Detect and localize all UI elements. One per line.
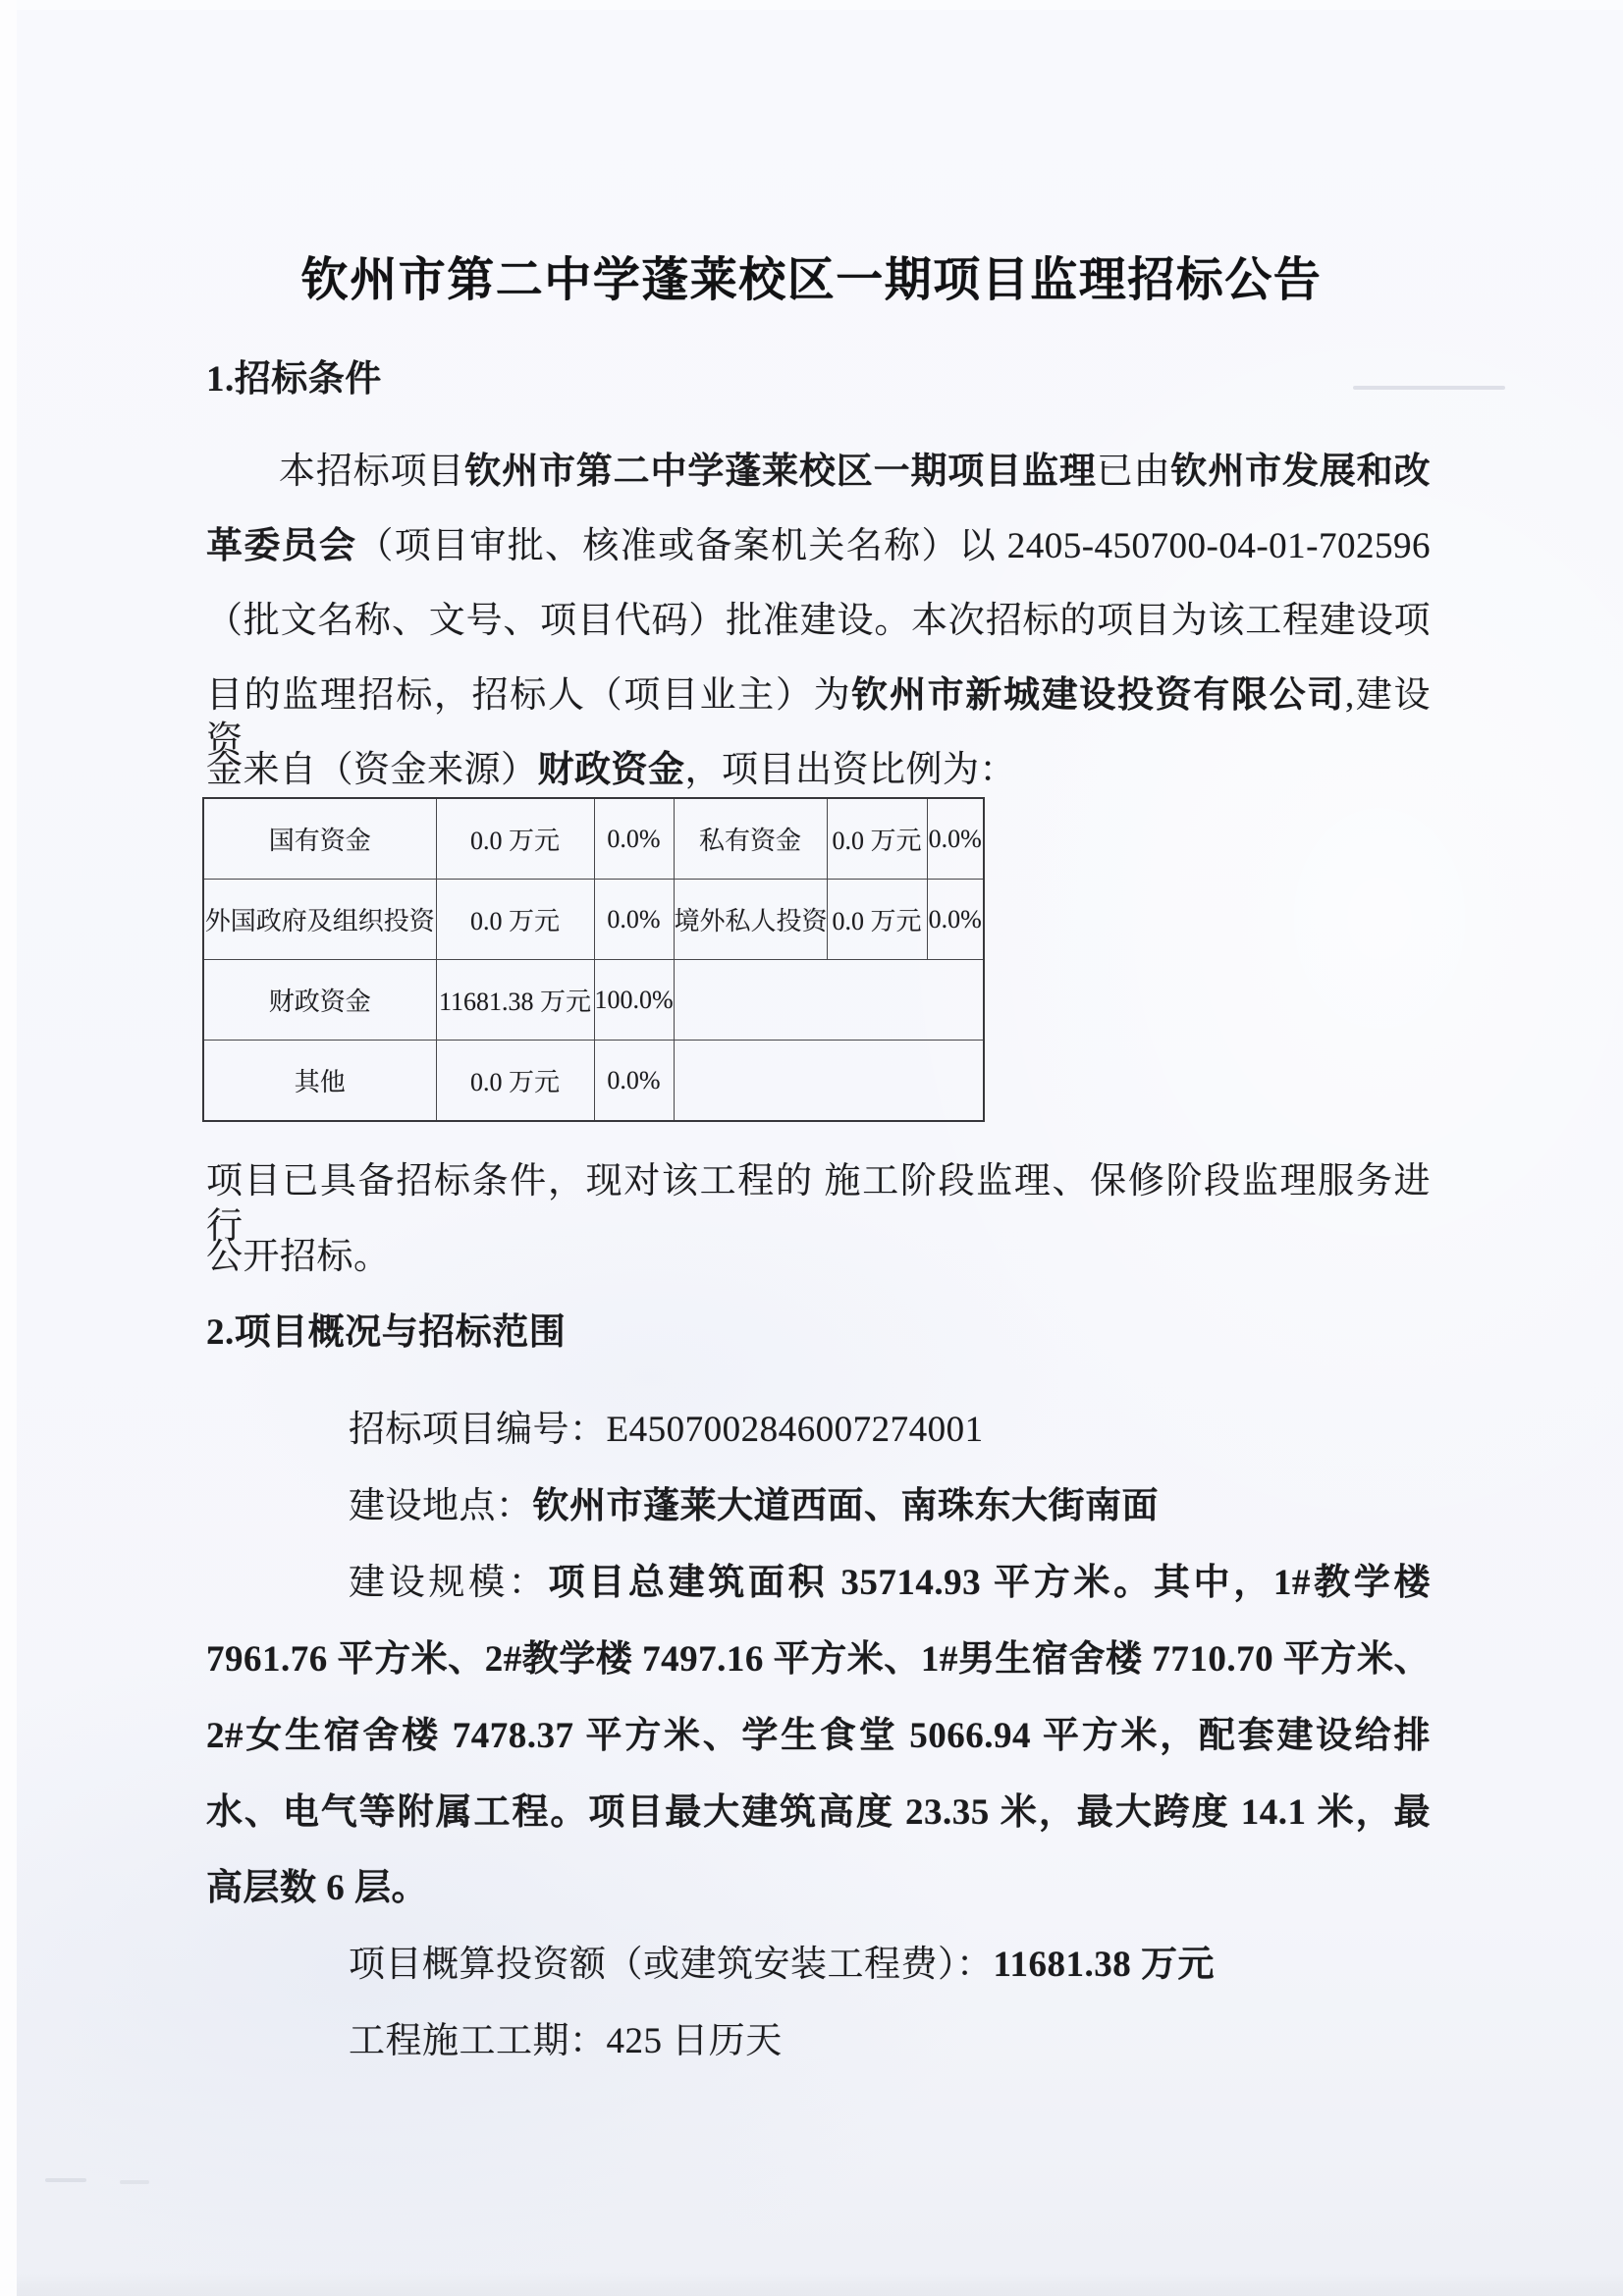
post-table-line2: 公开招标。 (206, 1237, 391, 1277)
para1-line1 (206, 450, 1431, 495)
section1-heading: 1.招标条件 (206, 359, 382, 400)
duration-line (349, 2019, 1431, 2064)
scale-line4: 水、电气等附属工程。项目最大建筑高度 23.35 米，最大跨度 14.1 米，最 (206, 1792, 1431, 1833)
scan-artifact-line (120, 2180, 149, 2184)
scale-line2: 7961.76 平方米、2#教学楼 7497.16 平方米、1#男生宿舍楼 7710.70 平方米、 (206, 1639, 1431, 1680)
field-label: 招标项目编号： (349, 1410, 607, 1450)
text-run: 本招标项目 (279, 452, 465, 492)
post-table-line1: 项目已具备招标条件，现对该工程的 施工阶段监理、保修阶段监理服务进行 (206, 1161, 1431, 1247)
field-label: 建设地点： (349, 1486, 533, 1526)
table-cell: 0.0% (594, 880, 674, 960)
table-cell: 0.0% (927, 798, 984, 880)
scan-edge-top (0, 0, 1623, 10)
text-run: （项目审批、核准或备案机关名称）以 2405-450700-04-01-702596 (356, 526, 1431, 566)
text-run: 目的监理招标，招标人（项目业主）为 (206, 675, 852, 716)
section2-heading: 2.项目概况与招标范围 (206, 1312, 567, 1353)
table-cell: 0.0 万元 (436, 798, 594, 880)
text-run: 金来自（资金来源） (206, 750, 538, 790)
table-row (203, 880, 984, 960)
table-cell: 财政资金 (203, 960, 436, 1041)
field-value: 11681.38 万元 (993, 1945, 1215, 1985)
table-row (203, 798, 984, 880)
scale-line1 (349, 1561, 1431, 1606)
text-run: ，项目出资比例为： (684, 750, 1016, 790)
table-cell: 11681.38 万元 (436, 960, 594, 1041)
field-label: 项目概算投资额（或建筑安装工程费）： (349, 1945, 994, 1985)
para1-line2 (206, 524, 1431, 569)
page-title: 钦州市第二中学蓬莱校区一期项目监理招标公告 (300, 254, 1323, 306)
para1-line5 (206, 748, 1431, 793)
text-run: 已由 (1096, 452, 1171, 492)
field-label: 建设规模： (349, 1563, 549, 1603)
scan-artifact-line (1353, 386, 1505, 390)
location-line (349, 1484, 1431, 1529)
project-number-line (349, 1408, 1431, 1453)
table-cell: 0.0 万元 (827, 880, 927, 960)
text-run: 钦州市新城建设投资有限公司 (851, 675, 1345, 716)
table-cell: 0.0 万元 (436, 1041, 594, 1122)
table-cell: 100.0% (594, 960, 674, 1041)
scale-line5: 高层数 6 层。 (206, 1868, 428, 1908)
text-run: 财政资金 (537, 750, 685, 790)
field-value: 钦州市蓬莱大道西面、南珠东大街南面 (532, 1486, 1159, 1526)
table-cell: 国有资金 (203, 798, 436, 880)
table-row (203, 960, 984, 1041)
scan-artifact-line (45, 2178, 86, 2182)
scan-edge-left (0, 0, 17, 2296)
table-cell-empty (674, 960, 984, 1041)
table-cell: 其他 (203, 1041, 436, 1122)
para1-line3 (206, 599, 1431, 644)
table-row (203, 1041, 984, 1122)
table-cell: 私有资金 (674, 798, 827, 880)
field-value: 425 日历天 (606, 2021, 783, 2061)
text-run: 革委员会 (206, 526, 357, 566)
table-cell: 0.0 万元 (827, 798, 927, 880)
text-run: 钦州市发展和改 (1170, 452, 1432, 492)
text-run: 钦州市第二中学蓬莱校区一期项目监理 (464, 452, 1097, 492)
table-cell: 0.0% (594, 798, 674, 880)
table-cell: 0.0 万元 (436, 880, 594, 960)
table-cell-empty (674, 1041, 984, 1122)
scale-line3: 2#女生宿舍楼 7478.37 平方米、学生食堂 5066.94 平方米，配套建设给排 (206, 1716, 1431, 1756)
field-value: E4507002846007274001 (606, 1410, 984, 1450)
table-cell: 境外私人投资 (674, 880, 827, 960)
table-cell: 0.0% (927, 880, 984, 960)
field-label: 工程施工工期： (349, 2021, 607, 2061)
table-cell: 外国政府及组织投资 (203, 880, 436, 960)
budget-line (349, 1943, 1431, 1988)
table-cell: 0.0% (594, 1041, 674, 1122)
text-run: ,建设资 (206, 675, 1432, 761)
field-value: 项目总建筑面积 35714.93 平方米。其中，1#教学楼 (548, 1563, 1432, 1603)
funding-table (202, 797, 985, 1122)
text-run: （批文名称、文号、项目代码）批准建设。本次招标的项目为该工程建设项 (206, 601, 1431, 641)
